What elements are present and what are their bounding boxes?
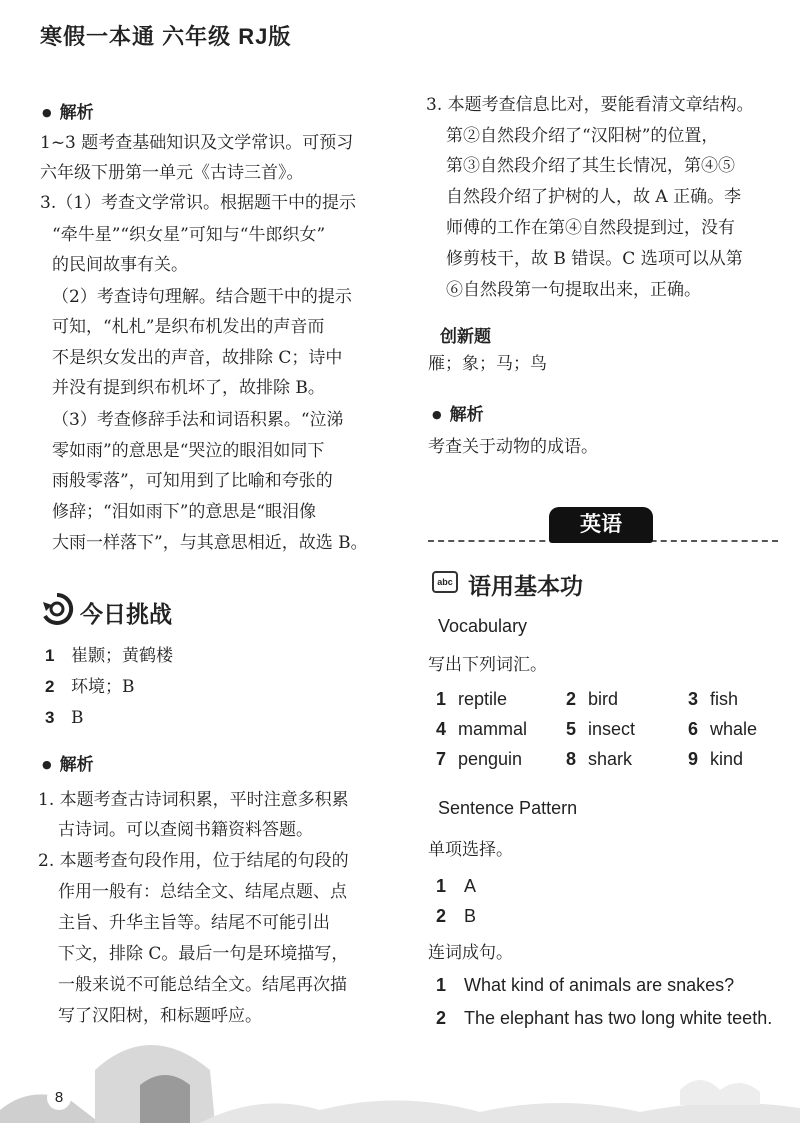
text-line: （2）考查诗句理解。结合题干中的提示 (52, 287, 352, 307)
text-line: 不是织女发出的声音，故排除 C；诗中 (52, 348, 343, 368)
analysis-text-3: 考查关于动物的成语。 (428, 437, 598, 457)
answer-row-1: 1 崔颢；黄鹤楼 (45, 646, 173, 666)
text-line: 1~3 题考查基础知识及文学常识。可预习 (40, 133, 354, 153)
text-line: 古诗词。可以查阅书籍资料答题。 (58, 820, 313, 840)
text-line: 第②自然段介绍了“汉阳树”的位置， (446, 126, 719, 146)
footer-decoration (0, 1030, 800, 1123)
text-line: （3）考查修辞手法和词语积累。“泣涕 (52, 410, 344, 430)
section-title: 语用基本功 (468, 573, 583, 600)
vocab-item: 2 bird (566, 689, 619, 709)
text-line: 师傅的工作在第④自然段提到过，没有 (446, 218, 735, 238)
challenge-title: 今日挑战 (80, 601, 172, 628)
text-line: 修剪枝干，故 B 错误。C 选项可以从第 (446, 249, 743, 269)
text-line: 自然段介绍了护树的人，故 A 正确。李 (446, 187, 742, 207)
vocab-item: 7 penguin (436, 749, 523, 769)
innovation-title: 创新题 (440, 327, 491, 346)
innovation-answer: 雁；象；马；鸟 (428, 354, 547, 374)
english-tag: 英语 (549, 507, 653, 543)
vocab-item: 3 fish (688, 689, 739, 709)
challenge-icon (40, 592, 74, 626)
text-line: ⑥自然段第一句提取出来，正确。 (446, 280, 701, 300)
text-line: 作用一般有：总结全文、结尾点题、点 (58, 882, 347, 902)
page-header-title: 寒假一本通 六年级 RJ版 (40, 24, 292, 49)
text-line: 并没有提到织布机坏了，故排除 B。 (52, 378, 325, 398)
text-line: 的民间故事有关。 (52, 255, 188, 275)
analysis-label-3: ● 解析 (432, 400, 484, 425)
text-line: 一般来说不可能总结全文。结尾再次描 (58, 975, 347, 995)
text-line: 大雨一样落下”，与其意思相近，故选 B。 (52, 533, 368, 553)
text-line: 下文，排除 C。最后一句是环境描写， (58, 944, 349, 964)
order-instruction: 连词成句。 (428, 943, 513, 963)
sentence-item: 1 What kind of animals are snakes? (436, 975, 735, 995)
text-line: 可知，“札札”是织布机发出的声音而 (52, 317, 325, 337)
page-number: 8 (47, 1086, 71, 1110)
vocab-title: Vocabulary (438, 616, 528, 636)
text-line: 2. 本题考查句段作用，位于结尾的句段的 (38, 851, 349, 871)
analysis-label-1: ● 解析 (42, 98, 94, 123)
vocab-item: 8 shark (566, 749, 633, 769)
text-line: 写了汉阳树，和标题呼应。 (58, 1006, 262, 1026)
vocab-item: 4 mammal (436, 719, 528, 739)
choice-item: 1 A (436, 876, 477, 896)
text-line: 主旨、升华主旨等。结尾不可能引出 (58, 913, 330, 933)
text-line: 零如雨”的意思是“哭泣的眼泪如同下 (52, 441, 325, 461)
abc-icon: abc (432, 571, 458, 593)
text-line: 第③自然段介绍了其生长情况，第④⑤ (446, 156, 735, 176)
vocab-item: 6 whale (688, 719, 758, 739)
text-line: 3. 本题考查信息比对，要能看清文章结构。 (426, 95, 754, 115)
text-line: 3.（1）考查文学常识。根据题干中的提示 (40, 193, 357, 213)
vocab-instruction: 写出下列词汇。 (428, 655, 547, 675)
answer-row-3: 3 B (45, 708, 84, 728)
vocab-item: 1 reptile (436, 689, 508, 709)
sentence-title: Sentence Pattern (438, 798, 578, 818)
answer-row-2: 2 环境；B (45, 677, 135, 697)
choice-item: 2 B (436, 906, 477, 926)
text-line: “牵牛星”“织女星”可知与“牛郎织女” (52, 225, 326, 245)
vocab-item: 9 kind (688, 749, 744, 769)
choice-instruction: 单项选择。 (428, 840, 513, 860)
text-line: 修辞；“泪如雨下”的意思是“眼泪像 (52, 502, 317, 522)
analysis-label-2: ● 解析 (42, 750, 94, 775)
text-line: 1. 本题考查古诗词积累，平时注意多积累 (38, 790, 349, 810)
vocab-item: 5 insect (566, 719, 636, 739)
sentence-item: 2 The elephant has two long white teeth. (436, 1008, 773, 1028)
text-line: 雨般零落”，可知用到了比喻和夸张的 (52, 471, 333, 491)
text-line: 六年级下册第一单元《古诗三首》。 (40, 163, 304, 183)
